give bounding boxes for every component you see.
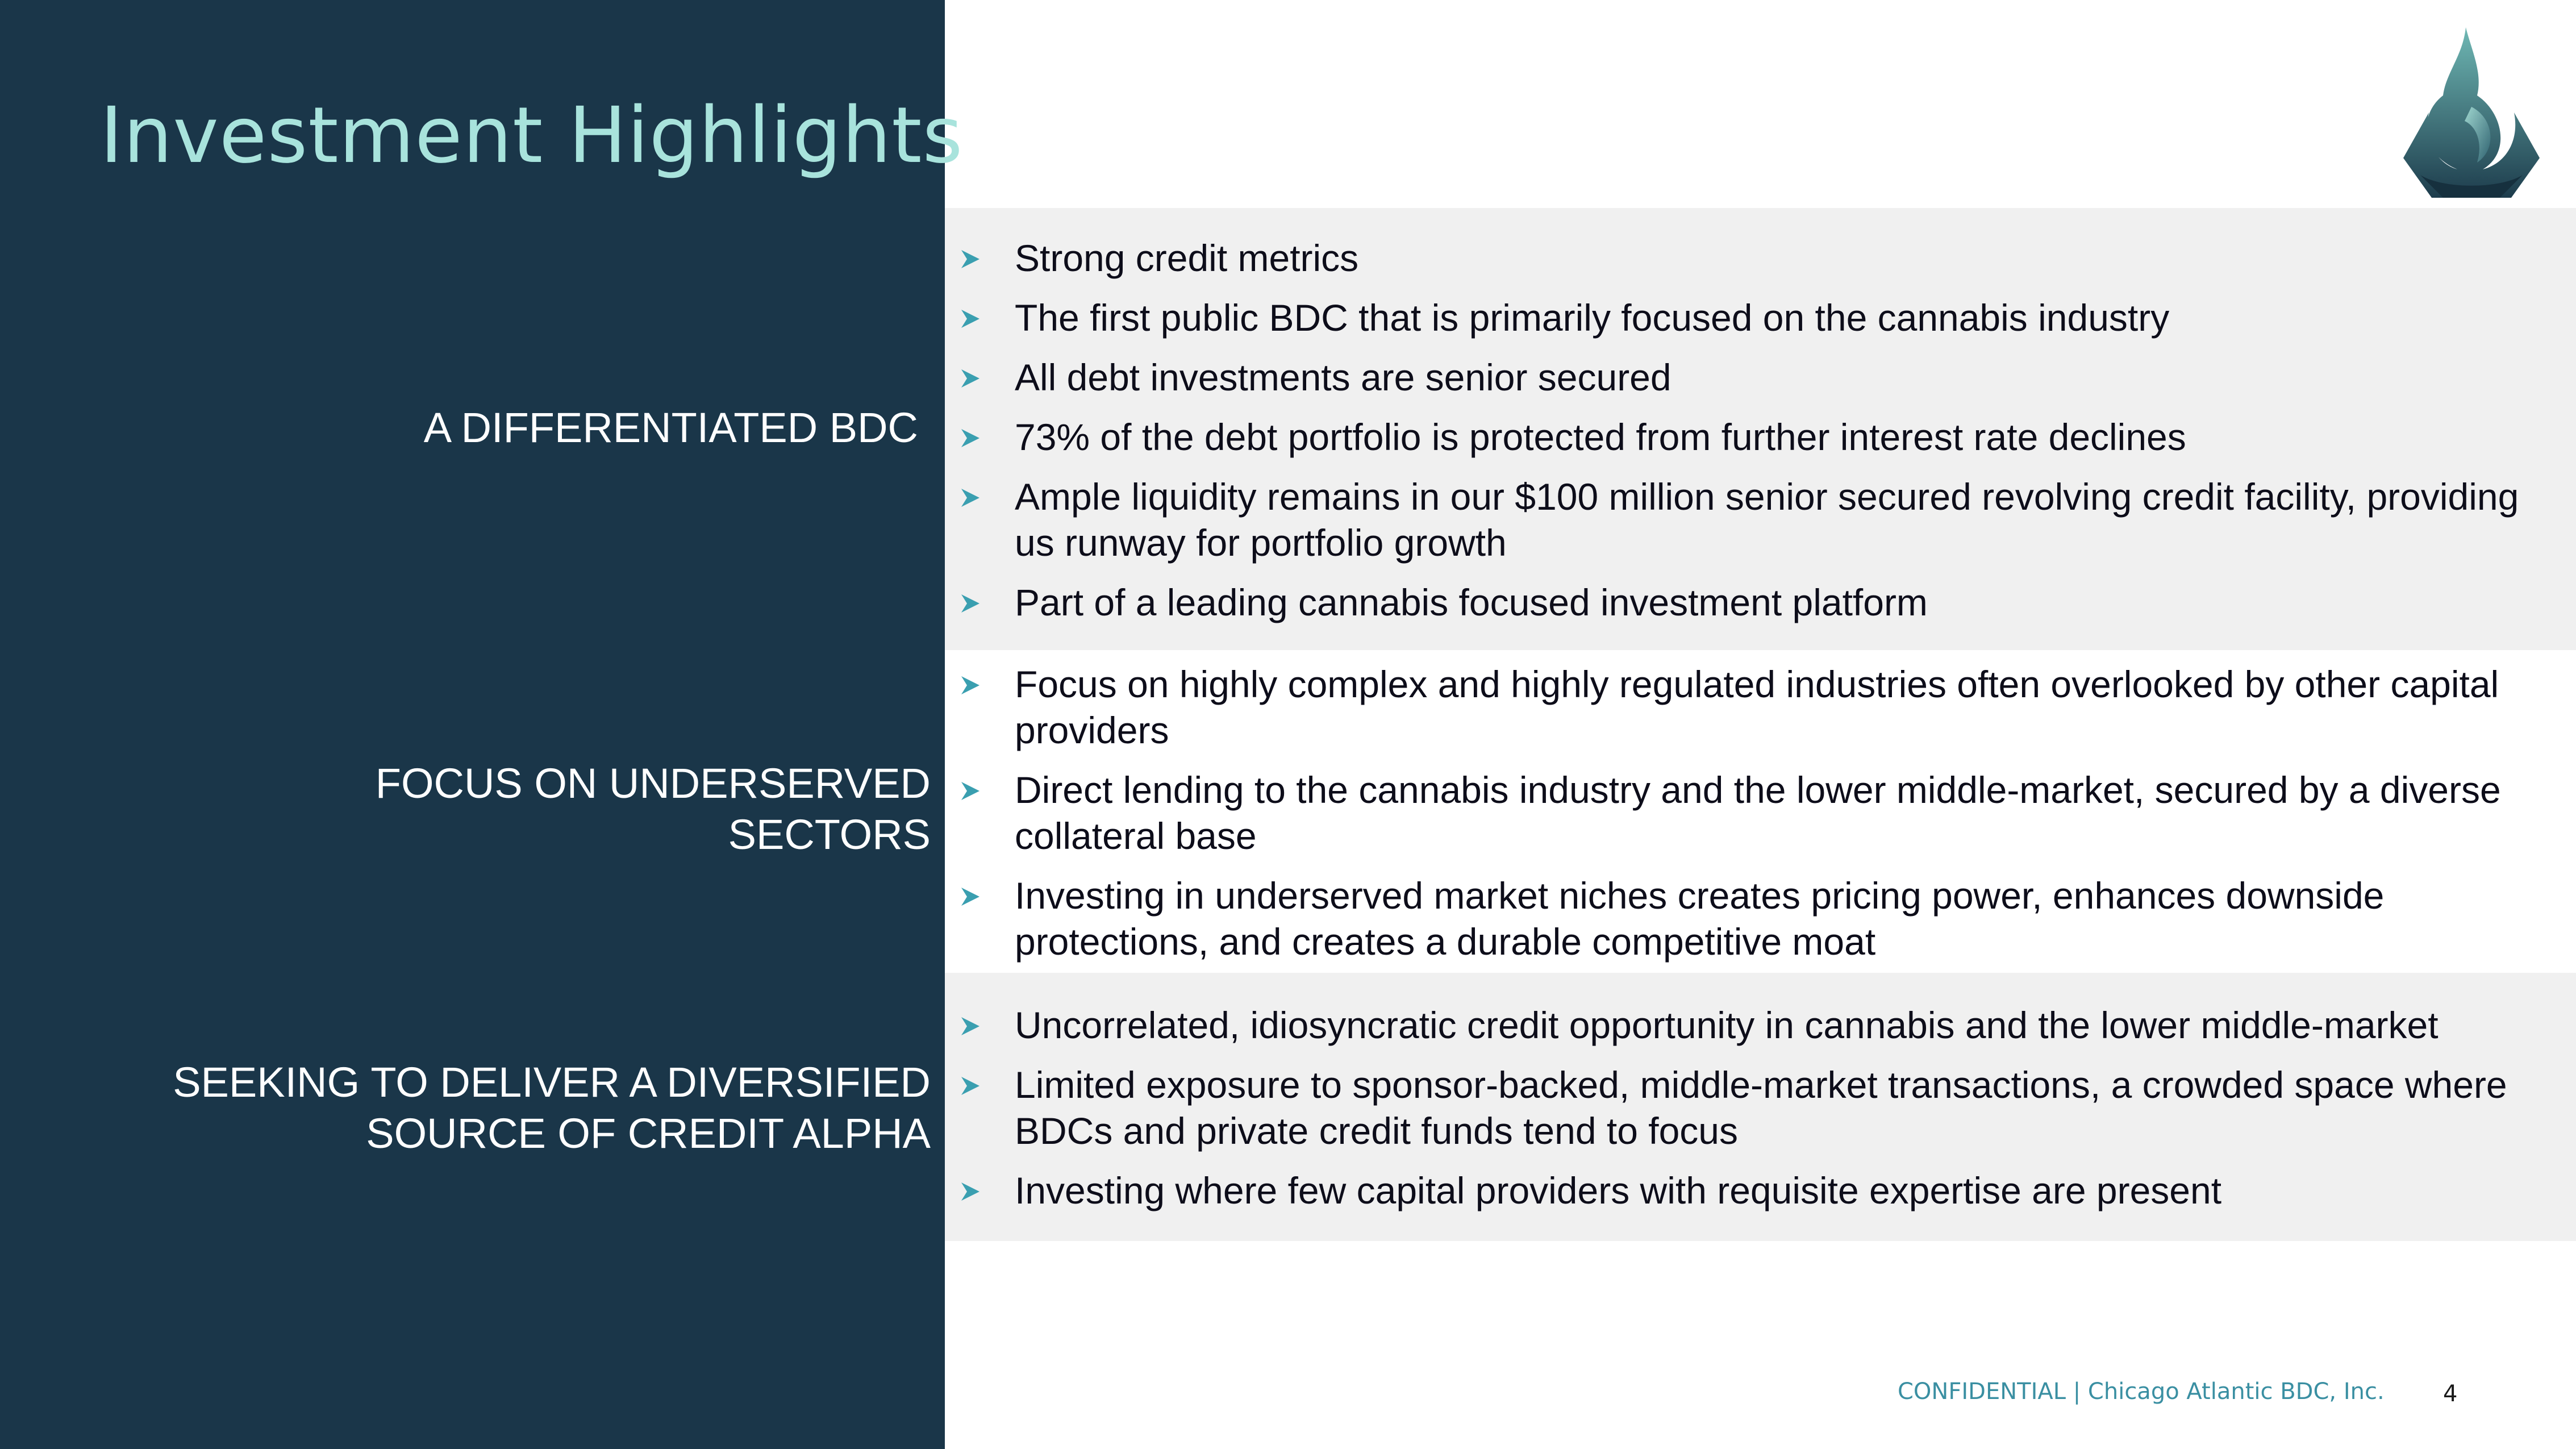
arrow-bullet-icon bbox=[960, 886, 981, 907]
list-item: The first public BDC that is primarily focused on the cannabis industry bbox=[960, 295, 2551, 341]
arrow-bullet-icon bbox=[960, 1016, 981, 1036]
section-label: SEEKING TO DELIVER A DIVERSIFIED SOURCE OF CREDIT ALPHA bbox=[173, 1059, 931, 1157]
arrow-bullet-icon bbox=[960, 309, 981, 329]
arrow-bullet-icon bbox=[960, 249, 981, 269]
flame-crest-logo-icon bbox=[2398, 27, 2545, 203]
arrow-bullet-icon bbox=[960, 488, 981, 508]
arrow-bullet-icon bbox=[960, 428, 981, 448]
arrow-bullet-icon bbox=[960, 675, 981, 696]
section-credit-alpha bbox=[0, 973, 2576, 1241]
page-number: 4 bbox=[2443, 1381, 2458, 1407]
list-item: Ample liquidity remains in our $100 million senior secured revolving credit facility, providing us runway for portfolio growth bbox=[960, 474, 2551, 566]
arrow-bullet-icon bbox=[960, 1181, 981, 1202]
section-label: A DIFFERENTIATED BDC bbox=[423, 404, 918, 451]
section-label: FOCUS ON UNDERSERVED SECTORS bbox=[375, 760, 931, 858]
arrow-bullet-icon bbox=[960, 593, 981, 614]
arrow-bullet-icon bbox=[960, 368, 981, 389]
arrow-bullet-icon bbox=[960, 781, 981, 801]
bullet-list bbox=[960, 1002, 2551, 1214]
list-item: Part of a leading cannabis focused investment platform bbox=[960, 580, 2551, 626]
list-item: Direct lending to the cannabis industry and the lower middle-market, secured by a diverse collateral base bbox=[960, 767, 2551, 859]
list-item: 73% of the debt portfolio is protected from further interest rate declines bbox=[960, 414, 2551, 460]
arrow-bullet-icon bbox=[960, 1076, 981, 1096]
section-differentiated-bdc bbox=[0, 208, 2576, 650]
list-item: Investing in underserved market niches creates pricing power, enhances downside protections, and creates a durable competitive moat bbox=[960, 873, 2551, 965]
list-item: Limited exposure to sponsor-backed, middle-market transactions, a crowded space where BDCs and private credit funds tend to focus bbox=[960, 1062, 2551, 1154]
list-item: Uncorrelated, idiosyncratic credit opportunity in cannabis and the lower middle-market bbox=[960, 1002, 2551, 1048]
list-item: Strong credit metrics bbox=[960, 235, 2551, 281]
footer-confidential: CONFIDENTIAL | Chicago Atlantic BDC, Inc. bbox=[1898, 1379, 2385, 1405]
list-item: Investing where few capital providers with requisite expertise are present bbox=[960, 1168, 2551, 1214]
list-item: Focus on highly complex and highly regulated industries often overlooked by other capital providers bbox=[960, 661, 2551, 753]
section-underserved-sectors bbox=[0, 650, 2576, 973]
bullet-list bbox=[960, 661, 2551, 965]
bullet-list bbox=[960, 235, 2551, 626]
list-item: All debt investments are senior secured bbox=[960, 355, 2551, 401]
slide-title: Investment Highlights bbox=[100, 91, 964, 181]
